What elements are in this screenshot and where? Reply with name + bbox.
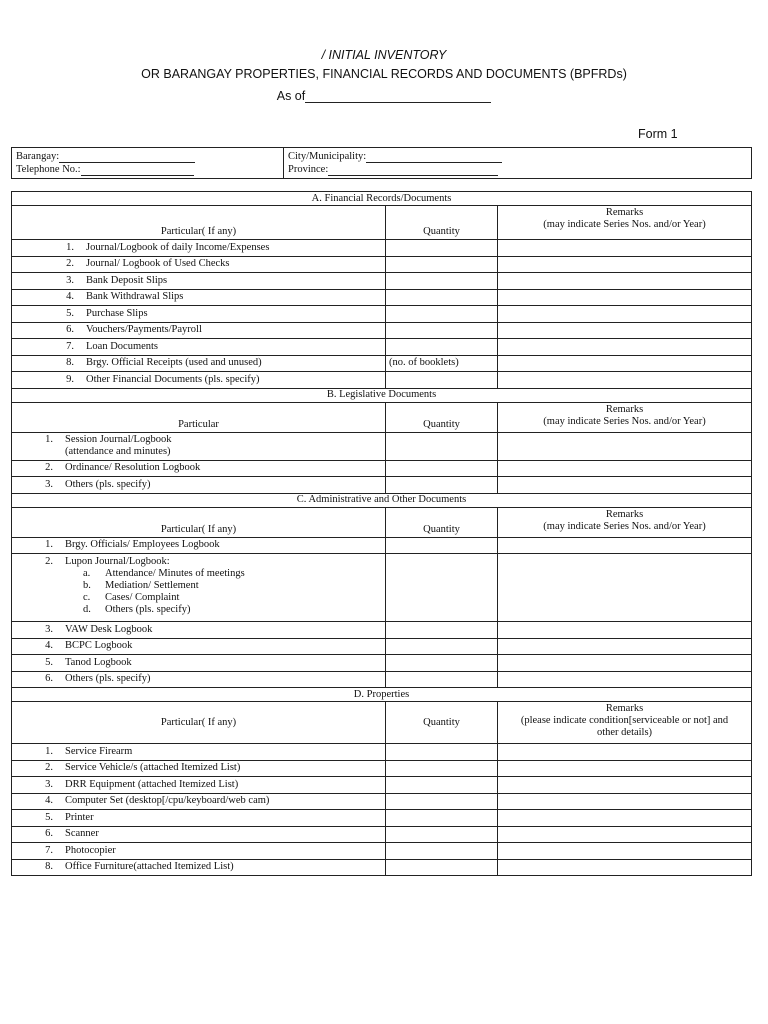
lupon-sub-item: b. Mediation/ Settlement [83, 580, 199, 591]
lupon-sub-item: d. Others (pls. specify) [83, 604, 191, 615]
quantity-cell[interactable] [386, 671, 498, 688]
quantity-cell[interactable] [386, 256, 498, 273]
item-journal-checks: 2. Journal/ Logbook of Used Checks [12, 256, 386, 273]
remarks-cell[interactable] [498, 826, 752, 843]
col-remarks-header: Remarks (may indicate Series Nos. and/or Year) [498, 507, 752, 537]
quantity-cell[interactable] [386, 322, 498, 339]
remarks-cell[interactable] [498, 744, 752, 761]
section-d-title: D. Properties [12, 688, 752, 702]
quantity-cell[interactable] [386, 432, 498, 460]
quantity-cell[interactable] [386, 477, 498, 494]
quantity-cell[interactable] [386, 859, 498, 876]
item-vaw-logbook: 3. VAW Desk Logbook [12, 622, 386, 639]
item-lupon-journal: 2. Lupon Journal/Logbook: a. Attendance/ Minutes of meetings b. Mediation/ Settlement c. Cases/ Complaint d. Others (pls. specify) [12, 554, 386, 622]
as-of-label: As of [276, 89, 306, 103]
col-quantity-header: Quantity [386, 206, 498, 240]
item-vouchers: 6. Vouchers/Payments/Payroll [12, 322, 386, 339]
quantity-cell[interactable] [386, 289, 498, 306]
inventory-table [11, 191, 752, 876]
info-right [284, 148, 752, 179]
lupon-sub-item: c. Cases/ Complaint [83, 592, 180, 603]
item-deposit-slips: 3. Bank Deposit Slips [12, 273, 386, 290]
barangay-field[interactable] [59, 151, 195, 163]
item-scanner: 6. Scanner [12, 826, 386, 843]
remarks-cell[interactable] [498, 460, 752, 477]
city-field[interactable] [366, 151, 502, 163]
remarks-cell[interactable] [498, 638, 752, 655]
remarks-cell[interactable] [498, 306, 752, 323]
section-a-title: A. Financial Records/Documents [12, 192, 752, 206]
item-purchase-slips: 5. Purchase Slips [12, 306, 386, 323]
item-other-financial: 9. Other Financial Documents (pls. specify) [12, 372, 386, 389]
remarks-cell[interactable] [498, 760, 752, 777]
telephone-field[interactable] [81, 164, 194, 176]
item-computer-set: 4. Computer Set (desktop[/cpu/keyboard/web cam) [12, 793, 386, 810]
remarks-cell[interactable] [498, 322, 752, 339]
col-quantity-header: Quantity [386, 507, 498, 537]
section-c-title: C. Administrative and Other Documents [12, 493, 752, 507]
quantity-cell[interactable] [386, 554, 498, 622]
telephone-label: Telephone No.: [16, 164, 81, 175]
item-officials-logbook: 1. Brgy. Officials/ Employees Logbook [12, 537, 386, 554]
info-left [12, 148, 284, 179]
quantity-cell[interactable] [386, 622, 498, 639]
remarks-cell[interactable] [498, 554, 752, 622]
barangay-label: Barangay: [16, 151, 60, 162]
section-b-title: B. Legislative Documents [12, 388, 752, 402]
item-journal-income: 1. Journal/Logbook of daily Income/Expenses [12, 240, 386, 257]
quantity-cell[interactable] [386, 777, 498, 794]
remarks-cell[interactable] [498, 372, 752, 389]
quantity-cell[interactable] [386, 460, 498, 477]
remarks-cell[interactable] [498, 655, 752, 672]
as-of-line [0, 89, 768, 103]
quantity-cell[interactable] [386, 372, 498, 389]
quantity-cell[interactable] [386, 655, 498, 672]
remarks-cell[interactable] [498, 671, 752, 688]
quantity-cell[interactable] [386, 744, 498, 761]
item-drr-equipment: 3. DRR Equipment (attached Itemized List) [12, 777, 386, 794]
remarks-cell[interactable] [498, 355, 752, 372]
item-legislative-others: 3. Others (pls. specify) [12, 477, 386, 494]
item-ordinance-logbook: 2. Ordinance/ Resolution Logbook [12, 460, 386, 477]
form-number: Form 1 [638, 127, 678, 141]
remarks-cell[interactable] [498, 240, 752, 257]
remarks-cell[interactable] [498, 793, 752, 810]
item-service-vehicle: 2. Service Vehicle/s (attached Itemized List) [12, 760, 386, 777]
item-official-receipts: 8. Brgy. Official Receipts (used and unused) [12, 355, 386, 372]
col-quantity-header: Quantity [386, 402, 498, 432]
remarks-cell[interactable] [498, 289, 752, 306]
remarks-cell[interactable] [498, 273, 752, 290]
item-printer: 5. Printer [12, 810, 386, 827]
item-service-firearm: 1. Service Firearm [12, 744, 386, 761]
province-field[interactable] [328, 164, 498, 176]
remarks-cell[interactable] [498, 256, 752, 273]
quantity-cell[interactable] [386, 339, 498, 356]
remarks-cell[interactable] [498, 810, 752, 827]
quantity-cell[interactable] [386, 843, 498, 860]
col-remarks-header: Remarks (please indicate condition[serviceable or not] and other details) [498, 702, 752, 744]
remarks-cell[interactable] [498, 843, 752, 860]
quantity-cell[interactable] [386, 810, 498, 827]
quantity-cell[interactable]: (no. of booklets) [386, 355, 498, 372]
item-session-journal: 1. Session Journal/Logbook (attendance and minutes) [12, 432, 386, 460]
item-tanod-logbook: 5. Tanod Logbook [12, 655, 386, 672]
col-remarks-header: Remarks (may indicate Series Nos. and/or Year) [498, 402, 752, 432]
col-remarks-header: Remarks (may indicate Series Nos. and/or Year) [498, 206, 752, 240]
col-quantity-header: Quantity [386, 702, 498, 744]
as-of-blank[interactable] [305, 92, 491, 103]
quantity-cell[interactable] [386, 306, 498, 323]
province-label: Province: [288, 164, 329, 175]
quantity-cell[interactable] [386, 760, 498, 777]
col-particular-header: Particular( If any) [12, 702, 386, 744]
item-office-furniture: 8. Office Furniture(attached Itemized List) [12, 859, 386, 876]
city-label: City/Municipality: [288, 151, 367, 162]
remarks-cell[interactable] [498, 432, 752, 460]
remarks-cell[interactable] [498, 859, 752, 876]
lupon-sub-item: a. Attendance/ Minutes of meetings [83, 568, 245, 579]
quantity-cell[interactable] [386, 240, 498, 257]
remarks-cell[interactable] [498, 777, 752, 794]
col-particular-header: Particular( If any) [12, 507, 386, 537]
remarks-cell[interactable] [498, 537, 752, 554]
barangay-info-table [11, 147, 752, 179]
col-particular-header: Particular( If any) [12, 206, 386, 240]
remarks-cell[interactable] [498, 339, 752, 356]
quantity-cell[interactable] [386, 273, 498, 290]
item-bcpc-logbook: 4. BCPC Logbook [12, 638, 386, 655]
col-particular-header: Particular [12, 402, 386, 432]
quantity-cell[interactable] [386, 638, 498, 655]
quantity-cell[interactable] [386, 537, 498, 554]
remarks-cell[interactable] [498, 622, 752, 639]
quantity-cell[interactable] [386, 793, 498, 810]
item-photocopier: 7. Photocopier [12, 843, 386, 860]
form-title: OR BARANGAY PROPERTIES, FINANCIAL RECORDS AND DOCUMENTS (BPFRDs) [141, 67, 627, 81]
form-subtitle: / INITIAL INVENTORY [321, 48, 447, 62]
remarks-cell[interactable] [498, 477, 752, 494]
quantity-cell[interactable] [386, 826, 498, 843]
item-loan-documents: 7. Loan Documents [12, 339, 386, 356]
item-withdrawal-slips: 4. Bank Withdrawal Slips [12, 289, 386, 306]
item-admin-others: 6. Others (pls. specify) [12, 671, 386, 688]
